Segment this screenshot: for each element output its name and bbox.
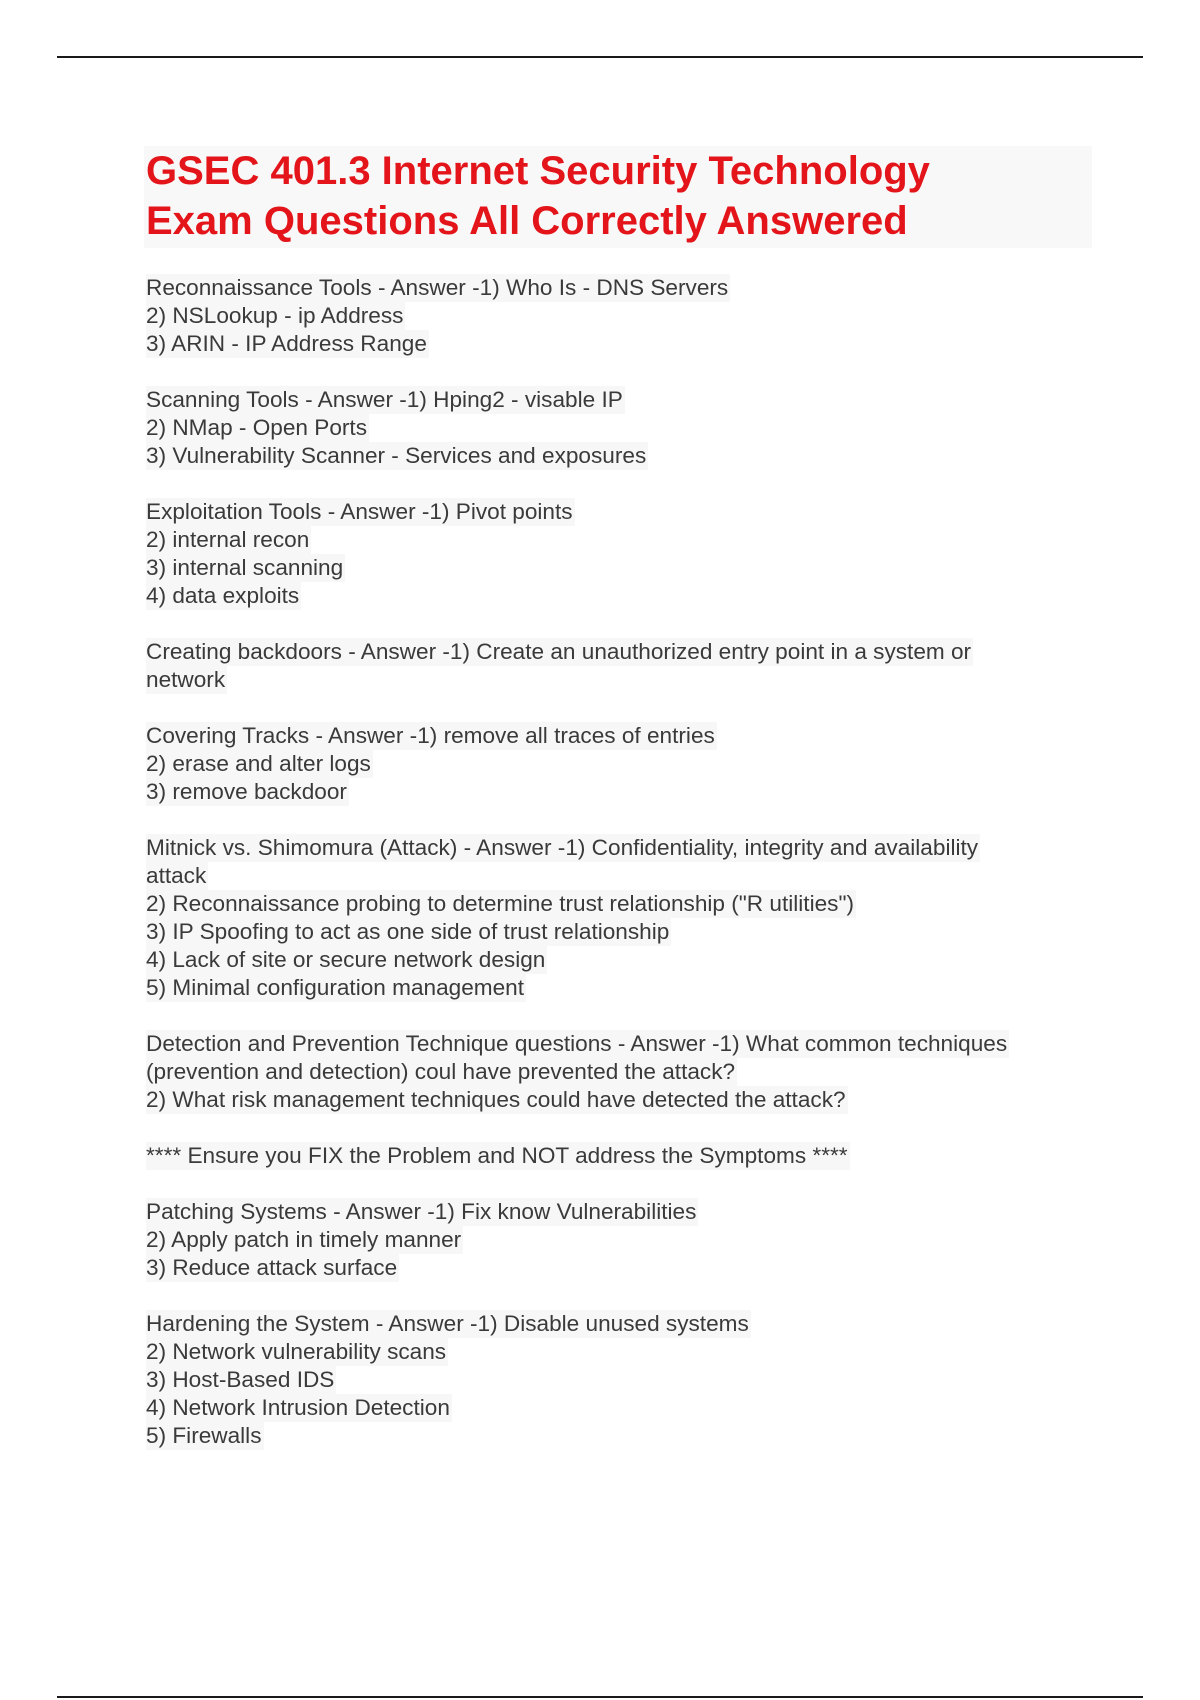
title-line-1: GSEC 401.3 Internet Security Technology — [146, 149, 930, 193]
document-title — [144, 146, 1092, 248]
qa-answer-line: 5) Firewalls — [146, 1423, 262, 1448]
qa-question-line: Reconnaissance Tools - Answer -1) Who Is - DNS Servers — [146, 275, 729, 300]
qa-question-line: Patching Systems - Answer -1) Fix know Vulnerabilities — [146, 1199, 697, 1224]
qa-entry — [146, 722, 1106, 806]
qa-entry — [146, 1198, 1106, 1282]
qa-question-line: Mitnick vs. Shimomura (Attack) - Answer -1) Confidentiality, integrity and availability — [146, 835, 979, 860]
qa-question-line: Covering Tracks - Answer -1) remove all traces of entries — [146, 723, 715, 748]
qa-entry — [146, 638, 1106, 694]
qa-answer-line: 2) What risk management techniques could have detected the attack? — [146, 1087, 846, 1112]
qa-entry — [146, 386, 1106, 470]
qa-answer-line: 3) internal scanning — [146, 555, 344, 580]
qa-entry — [146, 274, 1106, 358]
qa-entry — [146, 834, 1106, 1002]
bottom-rule — [57, 1696, 1143, 1698]
qa-entry — [146, 1310, 1106, 1450]
qa-answer-line: 2) erase and alter logs — [146, 751, 371, 776]
qa-answer-line: 2) Reconnaissance probing to determine trust relationship ("R utilities") — [146, 891, 854, 916]
qa-answer-line: 2) Apply patch in timely manner — [146, 1227, 462, 1252]
qa-answer-line: 3) IP Spoofing to act as one side of trust relationship — [146, 919, 670, 944]
qa-question-line: **** Ensure you FIX the Problem and NOT address the Symptoms **** — [146, 1143, 848, 1168]
qa-question-line: Hardening the System - Answer -1) Disable unused systems — [146, 1311, 749, 1336]
qa-answer-line: 3) Host-Based IDS — [146, 1367, 335, 1392]
qa-answer-line: network — [146, 667, 226, 692]
qa-question-line: Exploitation Tools - Answer -1) Pivot points — [146, 499, 573, 524]
qa-answer-line: 3) ARIN - IP Address Range — [146, 331, 427, 356]
qa-answer-line: 2) internal recon — [146, 527, 310, 552]
qa-answer-line: 3) Reduce attack surface — [146, 1255, 398, 1280]
qa-answer-line: 5) Minimal configuration management — [146, 975, 525, 1000]
qa-entry — [146, 1142, 1106, 1170]
qa-answer-line: 4) data exploits — [146, 583, 300, 608]
qa-entry — [146, 1030, 1106, 1114]
qa-answer-line: 2) Network vulnerability scans — [146, 1339, 447, 1364]
qa-answer-line: 4) Network Intrusion Detection — [146, 1395, 450, 1420]
qa-answer-line: 2) NSLookup - ip Address — [146, 303, 404, 328]
qa-answer-line: (prevention and detection) coul have prevented the attack? — [146, 1059, 736, 1084]
qa-question-line: Detection and Prevention Technique questions - Answer -1) What common techniques — [146, 1031, 1008, 1056]
qa-answer-line: attack — [146, 863, 207, 888]
qa-question-line: Creating backdoors - Answer -1) Create an unauthorized entry point in a system or — [146, 639, 972, 664]
qa-answer-line: 3) remove backdoor — [146, 779, 347, 804]
title-line-2: Exam Questions All Correctly Answered — [146, 199, 908, 243]
qa-list — [146, 274, 1106, 1478]
qa-answer-line: 3) Vulnerability Scanner - Services and exposures — [146, 443, 647, 468]
qa-question-line: Scanning Tools - Answer -1) Hping2 - visable IP — [146, 387, 623, 412]
top-rule — [57, 56, 1143, 58]
qa-answer-line: 4) Lack of site or secure network design — [146, 947, 546, 972]
qa-answer-line: 2) NMap - Open Ports — [146, 415, 367, 440]
qa-entry — [146, 498, 1106, 610]
